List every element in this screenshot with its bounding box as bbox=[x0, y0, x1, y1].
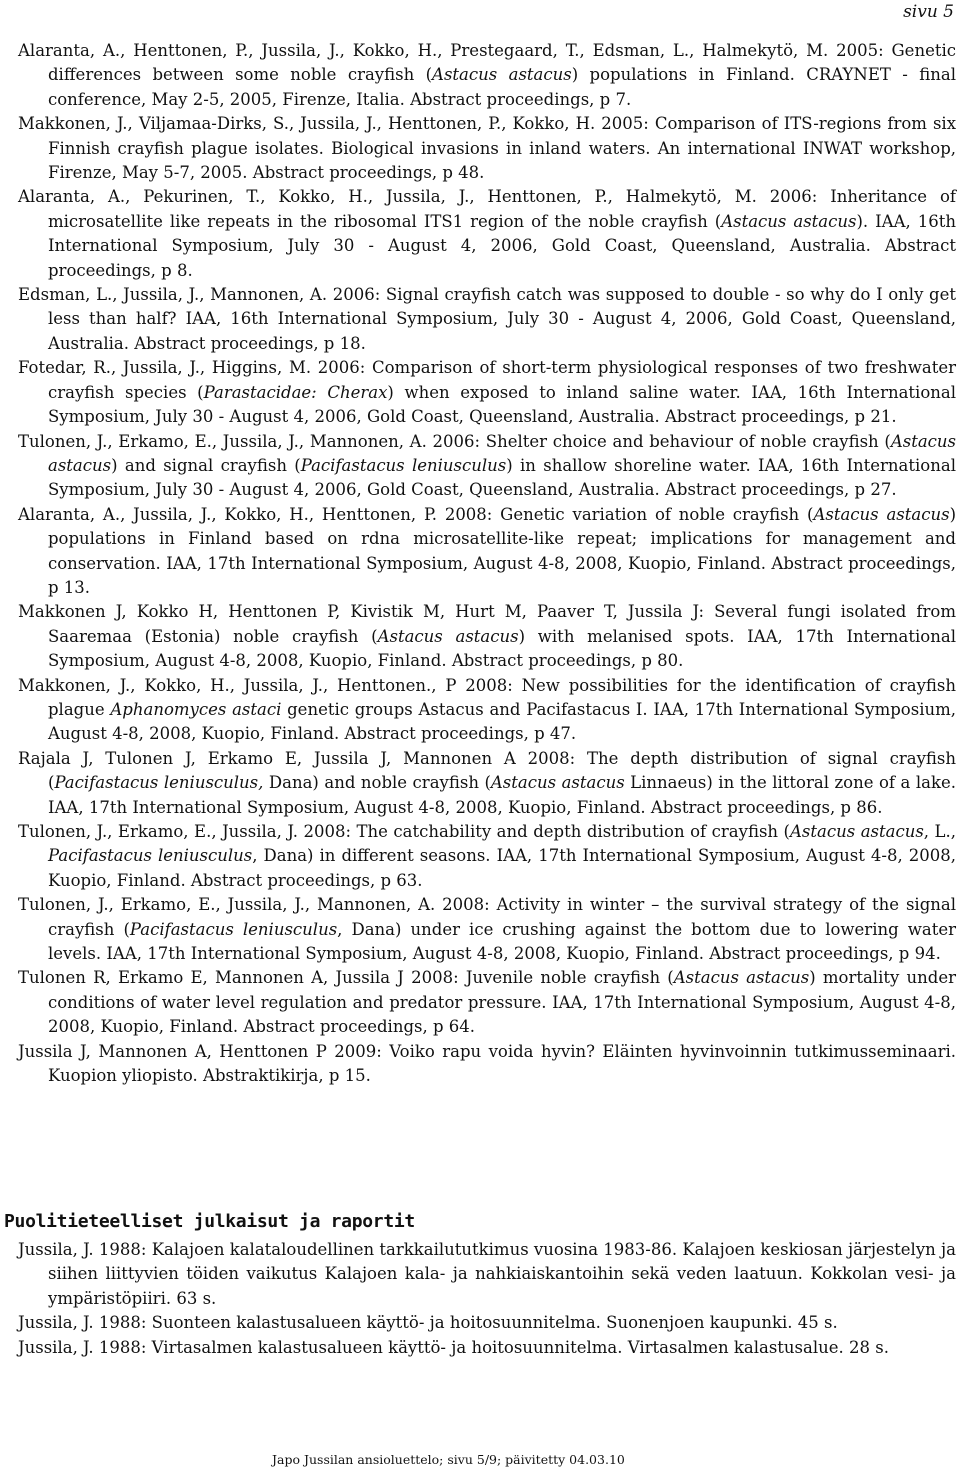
reference-text: Makkonen J, Kokko H, Henttonen P, Kivistik M, Hurt M, Paaver T, Jussila J: Several fungi isolated from Saaremaa (Estonia) noble crayfish ( bbox=[18, 602, 956, 646]
reference-text: Dana) and noble crayfish ( bbox=[263, 773, 491, 793]
reference-entry bbox=[18, 674, 956, 747]
reference-text: , Dana) under ice crushing against the bottom due to lowering water levels. IAA, 17th International Symposium, August 4-8, 2008, Kuopio, Finland. Abstract proceedings, p 94. bbox=[48, 919, 956, 964]
reference-entry bbox=[18, 503, 956, 601]
reference-text: , Dana) in different seasons. IAA, 17th International Symposium, August 4-8, 2008, Kuopio, Finland. Abstract proceedings, p 63. bbox=[48, 846, 956, 890]
reference-text: Fotedar, R., Jussila, J., Higgins, M. 2006: Comparison of short-term physiological responses of two freshwater crayfish species ( bbox=[18, 358, 956, 402]
reference-entry bbox=[18, 39, 956, 112]
reference-text: Rajala J, Tulonen J, Erkamo E, Jussila J, Mannonen A 2008: The depth distribution of signal crayfish ( bbox=[18, 748, 956, 793]
reference-text: ) with melanised spots. IAA, 17th International Symposium, August 4-8, 2008, Kuopio, Finland. Abstract proceedings, p 80. bbox=[48, 626, 956, 671]
reference-entry bbox=[18, 1336, 956, 1360]
reference-text: Tulonen, J., Erkamo, E., Jussila, J. 2008: The catchability and depth distribution of crayfish ( bbox=[18, 822, 790, 841]
reference-italic-text: Astacus astacus bbox=[490, 773, 625, 793]
reference-list-reports bbox=[18, 1238, 956, 1360]
reference-entry bbox=[18, 747, 956, 820]
reference-italic-text: Astacus astacus bbox=[673, 968, 810, 988]
reference-text: Jussila, J. 1988: Virtasalmen kalastusalueen käyttö- ja hoitosuunnitelma. Virtasalmen kalastusalue. 28 s. bbox=[18, 1337, 889, 1357]
reference-entry bbox=[18, 1311, 956, 1335]
reference-text: Jussila J, Mannonen A, Henttonen P 2009: Voiko rapu voida hyvin? Eläinten hyvinvoinnin tutkimusseminaari. Kuopion yliopisto. Abstraktikirja, p 15. bbox=[18, 1041, 956, 1086]
reference-text: ). IAA, 16th International Symposium, July 30 - August 4, 2006, Gold Coast, Queensland, Australia. Abstract proceedings, p 8. bbox=[48, 211, 956, 280]
reference-text: ) and signal crayfish ( bbox=[111, 455, 301, 475]
reference-text: Jussila, J. 1988: Suonteen kalastusalueen käyttö- ja hoitosuunnitelma. Suonenjoen kaupunki. 45 s. bbox=[18, 1313, 838, 1333]
page-footer: Japo Jussilan ansioluettelo; sivu 5/9; päivitetty 04.03.10 bbox=[272, 1452, 625, 1467]
reference-text: ) populations in Finland. CRAYNET - final conference, May 2-5, 2005, Firenze, Italia. Abstract proceedings, p 7. bbox=[48, 65, 956, 109]
reference-entry bbox=[18, 112, 956, 185]
reference-text: Alaranta, A., Jussila, J., Kokko, H., Henttonen, P. 2008: Genetic variation of noble crayfish ( bbox=[18, 504, 814, 524]
reference-italic-text: Pacifastacus leniusculus, bbox=[54, 773, 264, 793]
reference-text: , L., bbox=[923, 822, 956, 841]
reference-entry bbox=[18, 1238, 956, 1311]
reference-entry bbox=[18, 820, 956, 893]
reference-italic-text: Aphanomyces astaci bbox=[110, 699, 282, 719]
reference-italic-text: Astacus astacus bbox=[721, 211, 857, 231]
reference-italic-text: Astacus astacus bbox=[813, 504, 950, 524]
reference-entry bbox=[18, 893, 956, 966]
reference-italic-text: Astacus astacus bbox=[48, 431, 956, 475]
reference-text: Alaranta, A., Henttonen, P., Jussila, J., Kokko, H., Prestegaard, T., Edsman, L., Halmekytö, M. 2005: Genetic differences between some noble crayfish ( bbox=[18, 41, 956, 85]
reference-entry bbox=[18, 356, 956, 429]
reference-italic-text: Pacifastacus leniusculus bbox=[300, 455, 507, 475]
reference-text: Tulonen, J., Erkamo, E., Jussila, J., Mannonen, A. 2006: Shelter choice and behaviour of noble crayfish ( bbox=[18, 431, 891, 451]
reference-text: Makkonen, J., Viljamaa-Dirks, S., Jussila, J., Henttonen, P., Kokko, H. 2005: Comparison of ITS-regions from six Finnish crayfish plague isolates. Biological invasions in inland waters. An international INWAT workshop, Firenze, May 5-7, 2005. Abstract proceedings, p 48. bbox=[18, 114, 956, 183]
reference-text: Edsman, L., Jussila, J., Mannonen, A. 2006: Signal crayfish catch was supposed to double - so why do I only get less than half? IAA, 16th International Symposium, July 30 - August 4, 2006, Gold Coast, Queensland, Australia. Abstract proceedings, p 18. bbox=[18, 285, 956, 353]
reference-list-scientific-abstracts bbox=[18, 39, 956, 1088]
reference-text: ) when exposed to inland saline water. IAA, 16th International Symposium, July 30 - August 4, 2006, Gold Coast, Queensland, Australia. Abstract proceedings, p 21. bbox=[48, 382, 957, 427]
reference-entry bbox=[18, 966, 956, 1039]
reference-text: Jussila, J. 1988: Kalajoen kalataloudellinen tarkkailututkimus vuosina 1983-86. Kalajoen keskiosan järjestelyn ja siihen liittyvien töiden vaikutus Kalajoen kala- ja nahkiaiskantoihin sekä veden laatuun. Kokkolan vesi- ja ympäristöpiiri. 63 s. bbox=[18, 1240, 956, 1308]
reference-italic-text: Astacus astacus bbox=[432, 65, 572, 85]
section-heading: Puolitieteelliset julkaisut ja raportit bbox=[4, 1211, 415, 1232]
reference-text: Tulonen R, Erkamo E, Mannonen A, Jussila J 2008: Juvenile noble crayfish ( bbox=[18, 968, 674, 988]
reference-text: Alaranta, A., Pekurinen, T., Kokko, H., Jussila, J., Henttonen, P., Halmekytö, M. 2006: Inheritance of microsatellite like repeats in the ribosomal ITS1 region of the noble crayfish ( bbox=[18, 187, 956, 231]
reference-text: Tulonen, J., Erkamo, E., Jussila, J., Mannonen, A. 2008: Activity in winter – the survival strategy of the signal crayfish ( bbox=[18, 895, 956, 939]
reference-entry bbox=[18, 430, 956, 503]
reference-text: Makkonen, J., Kokko, H., Jussila, J., Henttonen., P 2008: New possibilities for the identification of crayfish plague bbox=[18, 675, 956, 719]
reference-entry bbox=[18, 283, 956, 356]
reference-italic-text: Pacifastacus leniusculus bbox=[48, 846, 253, 866]
page-number: sivu 5 bbox=[903, 2, 954, 22]
reference-text: Linnaeus) in the littoral zone of a lake. IAA, 17th International Symposium, August 4-8, 2008, Kuopio, Finland. Abstract proceedings, p 86. bbox=[48, 773, 956, 817]
reference-text: ) in shallow shoreline water. IAA, 16th International Symposium, July 30 - August 4, 2006, Gold Coast, Queensland, Australia. Abstract proceedings, p 27. bbox=[48, 455, 956, 500]
reference-text: ) populations in Finland based on rdna microsatellite-like repeat; implications for management and conservation. IAA, 17th International Symposium, August 4-8, 2008, Kuopio, Finland. Abstract proceedings, p 13. bbox=[48, 504, 956, 597]
reference-italic-text: Astacus astacus bbox=[377, 626, 519, 646]
reference-entry bbox=[18, 1040, 956, 1089]
reference-text: genetic groups Astacus and Pacifastacus I. IAA, 17th International Symposium, August 4-8, 2008, Kuopio, Finland. Abstract proceedings, p 47. bbox=[48, 699, 956, 744]
reference-entry bbox=[18, 600, 956, 673]
reference-italic-text: Parastacidae: Cherax bbox=[203, 382, 388, 402]
reference-italic-text: Astacus astacus bbox=[790, 822, 924, 841]
reference-text: ) mortality under conditions of water level regulation and predator pressure. IAA, 17th International Symposium, August 4-8, 2008, Kuopio, Finland. Abstract proceedings, p 64. bbox=[48, 968, 956, 1037]
reference-entry bbox=[18, 185, 956, 283]
reference-italic-text: Pacifastacus leniusculus bbox=[129, 919, 338, 939]
